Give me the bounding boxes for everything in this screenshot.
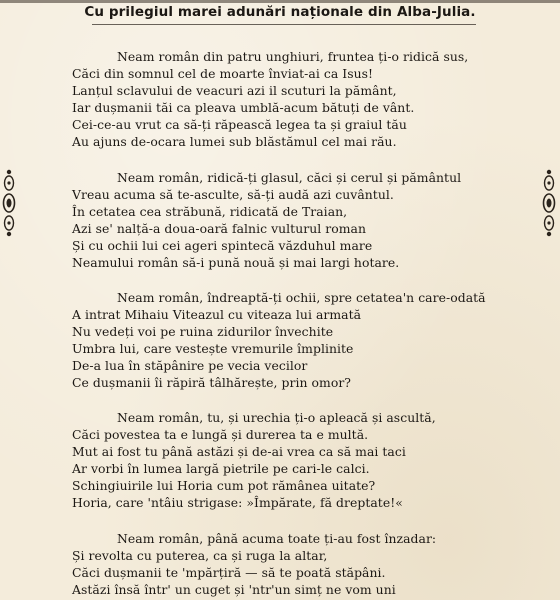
right-ornament-icon bbox=[542, 168, 556, 238]
verse-line: Și cu ochii lui cei ageri spintecă văzduhul mare bbox=[72, 238, 373, 253]
verse-line: Căci din somnul cel de moarte înviat-ai ca Isus! bbox=[72, 66, 374, 81]
title-underline bbox=[92, 24, 476, 25]
verse-line: A intrat Mihaiu Viteazul cu viteaza lui armată bbox=[72, 307, 362, 322]
verse-line: Căci dușmanii te 'mpărțiră — să te poată stăpâni. bbox=[72, 565, 386, 580]
verse-line: În cetatea cea străbună, ridicată de Traian, bbox=[72, 204, 348, 219]
verse-line: Horia, care 'ntâiu strigase: »Împărate, fă dreptate!« bbox=[72, 495, 403, 510]
verse-line: Neam român, ridică-ți glasul, căci și cerul și pământul bbox=[117, 170, 462, 185]
verse-line: Cei-ce-au vrut ca să-ți răpească legea ta și graiul tău bbox=[72, 117, 407, 132]
page-title: Cu prilegiul marei adunări naționale din Alba-Julia. bbox=[84, 4, 476, 20]
verse-line: Neam român din patru unghiuri, fruntea ți-o ridică sus, bbox=[117, 49, 469, 64]
verse-line: De-a lua în stăpânire pe vecia vecilor bbox=[72, 358, 308, 373]
verse-line: Ce dușmanii îi răpiră tâlhărește, prin omor? bbox=[72, 375, 351, 390]
verse-line: Neam român, îndreaptă-ți ochii, spre cetatea'n care-odată bbox=[117, 290, 486, 305]
verse-line: Lanțul sclavului de veacuri azi il scuturi la pământ, bbox=[72, 83, 397, 98]
verse-line: Neamului român să-i pună nouă și mai largi hotare. bbox=[72, 255, 400, 270]
verse-line: Ar vorbi în lumea largă pietrile pe cari-le calci. bbox=[72, 461, 370, 476]
verse-line: Umbra lui, care vestește vremurile împlinite bbox=[72, 341, 354, 356]
verse-line: Azi se' nalță-a doua-oară falnic vulturul roman bbox=[72, 221, 366, 236]
top-rule bbox=[0, 0, 560, 3]
verse-line: Neam român, până acuma toate ți-au fost înzadar: bbox=[117, 531, 437, 546]
verse-line: Vreau acuma să te-asculte, să-ți audă azi cuvântul. bbox=[72, 187, 394, 202]
left-ornament-icon bbox=[2, 168, 16, 238]
verse-line: Căci povestea ta e lungă și durerea ta e multă. bbox=[72, 427, 369, 442]
verse-line: Au ajuns de-ocara lumei sub blăstămul cel mai rău. bbox=[72, 134, 397, 149]
verse-line: Mut ai fost tu până astăzi și de-ai vrea ca să mai taci bbox=[72, 444, 406, 459]
verse-line: Și revolta cu puterea, ca și ruga la altar, bbox=[72, 548, 328, 563]
verse-line: Nu vedeți voi pe ruina zidurilor învechite bbox=[72, 324, 334, 339]
verse-line: Astăzi însă într' un cuget și 'ntr'un simț ne vom uni bbox=[72, 582, 396, 597]
verse-line: Schingiuirile lui Horia cum pot rămânea uitate? bbox=[72, 478, 376, 493]
verse-line: Neam român, tu, și urechia ți-o apleacă și ascultă, bbox=[117, 410, 436, 425]
verse-line: Iar dușmanii tăi ca pleava umblă-acum bătuți de vânt. bbox=[72, 100, 415, 115]
